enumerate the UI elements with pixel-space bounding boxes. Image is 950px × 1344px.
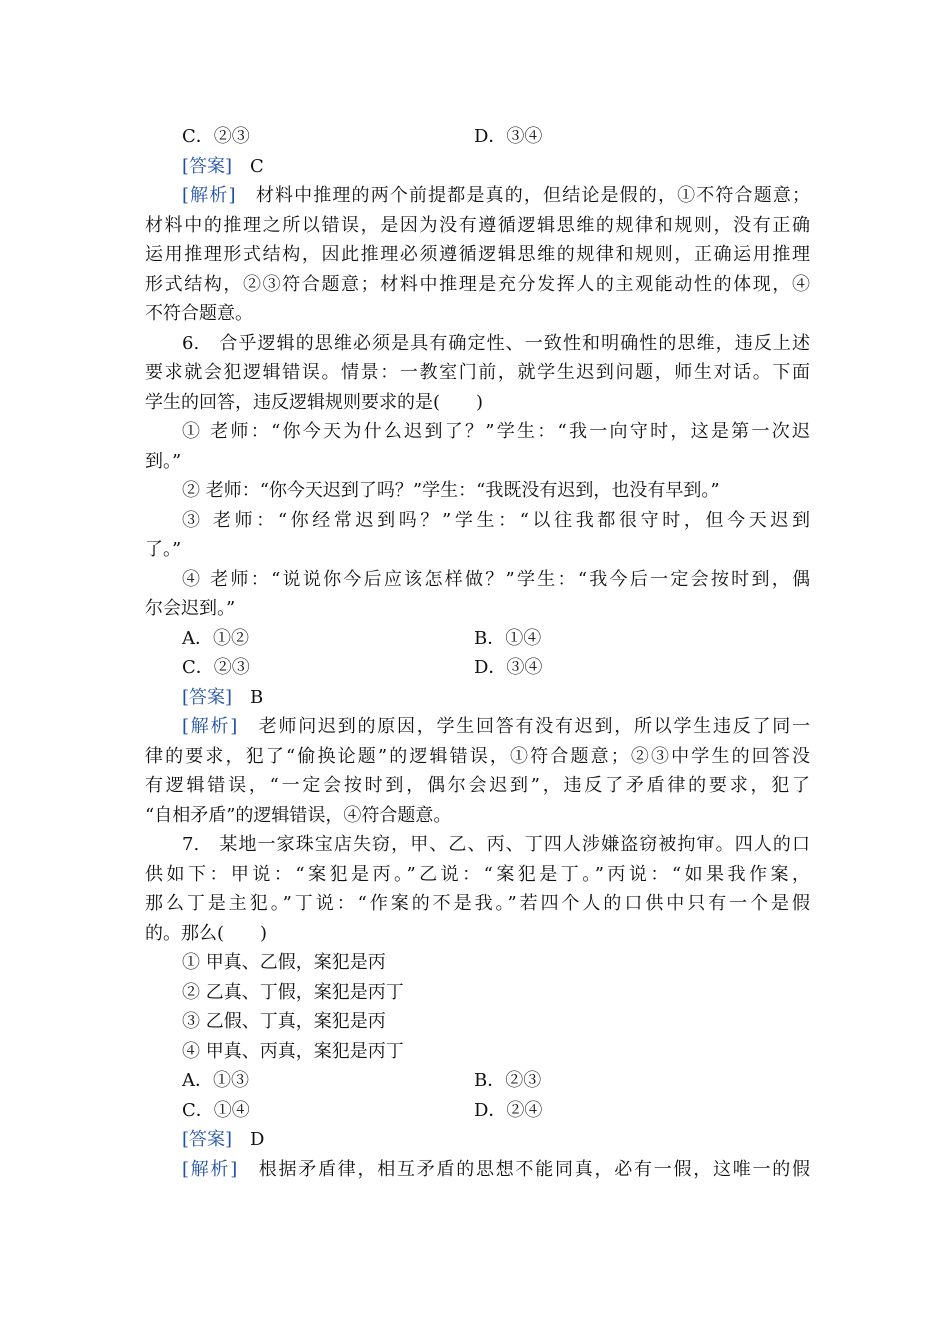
q6-item-3-line-2: 了。” — [145, 539, 182, 560]
q5-option-d: D．③④ — [474, 126, 543, 147]
analysis-tag: [解析] — [182, 185, 236, 206]
q7-options-ab — [145, 1066, 810, 1096]
q7-item-3: ③ 乙假、丁真，案犯是丙 — [182, 1011, 386, 1032]
answer-tag: [答案] — [182, 1129, 233, 1150]
answer-tag: [答案] — [182, 155, 233, 177]
analysis-tag: [解析] — [182, 716, 238, 737]
q6-analysis-line-3: 有逻辑错误，“一定会按时到，偶尔会迟到”，违反了矛盾律的要求，犯了 — [145, 775, 810, 796]
q6-analysis-line-2: 律的要求，犯了“偷换论题”的逻辑错误，①符合题意；②③中学生的回答没 — [145, 745, 810, 767]
q6-option-b: B．①④ — [474, 627, 542, 649]
q5-analysis-line-5: 不符合题意。 — [145, 303, 253, 324]
answer-tag: [答案] — [182, 686, 233, 708]
answer-value: C — [250, 155, 264, 177]
answer-value: D — [250, 1129, 265, 1150]
q7-option-a: A．①③ — [182, 1070, 249, 1091]
q6-options-ab — [145, 624, 810, 654]
q7-item-1: ① 甲真、乙假，案犯是丙 — [182, 952, 386, 973]
analysis-text: 老师问迟到的原因，学生回答有没有迟到，所以学生违反了同一 — [258, 716, 810, 737]
q7-stem-line-4: 的。那么( ) — [145, 922, 268, 944]
answer-value: B — [250, 686, 264, 708]
q7-answer — [145, 1125, 810, 1155]
q5-analysis-line-1 — [145, 181, 810, 211]
q7-option-c: C．①④ — [182, 1099, 250, 1121]
q6-item-3-line-1: ③ 老师：“你经常迟到吗？”学生：“以往我都很守时，但今天迟到 — [182, 509, 810, 531]
q6-analysis-line-1 — [145, 712, 810, 742]
q7-item-4: ④ 甲真、丙真，案犯是丙丁 — [182, 1040, 404, 1062]
document-page — [145, 122, 810, 1184]
q7-stem-line-3: 那么丁是主犯。”丁说：“作案的不是我。”若四个人的口供中只有一个是假 — [145, 893, 810, 914]
q5-options-cd — [145, 122, 810, 152]
q7-stem-line-1: 7. 某地一家珠宝店失窃，甲、乙、丙、丁四人涉嫌盗窃被拘审。四人的口 — [182, 834, 810, 855]
q6-item-2: ② 老师：“你今天迟到了吗？”学生：“我既没有迟到，也没有早到。” — [182, 480, 720, 501]
q6-options-cd — [145, 653, 810, 683]
q6-answer — [145, 683, 810, 713]
q6-stem-line-1: 6. 合乎逻辑的思维必须是具有确定性、一致性和明确性的思维，违反上述 — [182, 332, 810, 354]
q6-option-d: D．③④ — [474, 657, 543, 678]
q6-stem-line-2: 要求就会犯逻辑错误。情景：一教室门前，就学生迟到问题，师生对话。下面 — [145, 362, 810, 383]
q5-analysis-line-2: 材料中的推理之所以错误，是因为没有遵循逻辑思维的规律和规则，没有正确 — [145, 214, 810, 236]
q7-option-d: D．②④ — [474, 1099, 543, 1121]
q6-item-1-line-1: ① 老师：“你今天为什么迟到了？”学生：“我一向守时，这是第一次迟 — [182, 421, 810, 442]
analysis-text: 材料中推理的两个前提都是真的，但结论是假的，①不符合题意； — [255, 185, 810, 206]
q5-answer — [145, 152, 810, 182]
q6-analysis-line-4: “自相矛盾”的逻辑错误，④符合题意。 — [145, 804, 452, 826]
q7-analysis-line-1 — [145, 1155, 810, 1185]
q5-analysis-line-4: 形式结构，②③符合题意；材料中推理是充分发挥人的主观能动性的体现，④ — [145, 273, 810, 295]
q7-item-2: ② 乙真、丁假，案犯是丙丁 — [182, 981, 404, 1003]
q7-option-b: B．②③ — [474, 1070, 542, 1091]
q5-option-c: C．②③ — [182, 126, 250, 147]
q7-stem-line-2: 供如下：甲说：“案犯是丙。”乙说：“案犯是丁。”丙说：“如果我作案， — [145, 863, 810, 885]
q7-options-cd — [145, 1096, 810, 1126]
q5-analysis-line-3: 运用推理形式结构，因此推理必须遵循逻辑思维的规律和规则，正确运用推理 — [145, 244, 810, 265]
q6-option-c: C．②③ — [182, 657, 250, 678]
analysis-tag: [解析] — [182, 1158, 238, 1180]
q6-item-4-line-1: ④ 老师：“说说你今后应该怎样做？”学生：“我今后一定会按时到，偶 — [182, 568, 810, 590]
q6-item-4-line-2: 尔会迟到。” — [145, 598, 236, 619]
q6-stem-line-3: 学生的回答，违反逻辑规则要求的是( ) — [145, 391, 484, 413]
q6-item-1-line-2: 到。” — [145, 450, 182, 472]
q6-option-a: A．①② — [182, 627, 249, 649]
analysis-text: 根据矛盾律，相互矛盾的思想不能同真，必有一假，这唯一的假 — [258, 1158, 810, 1180]
